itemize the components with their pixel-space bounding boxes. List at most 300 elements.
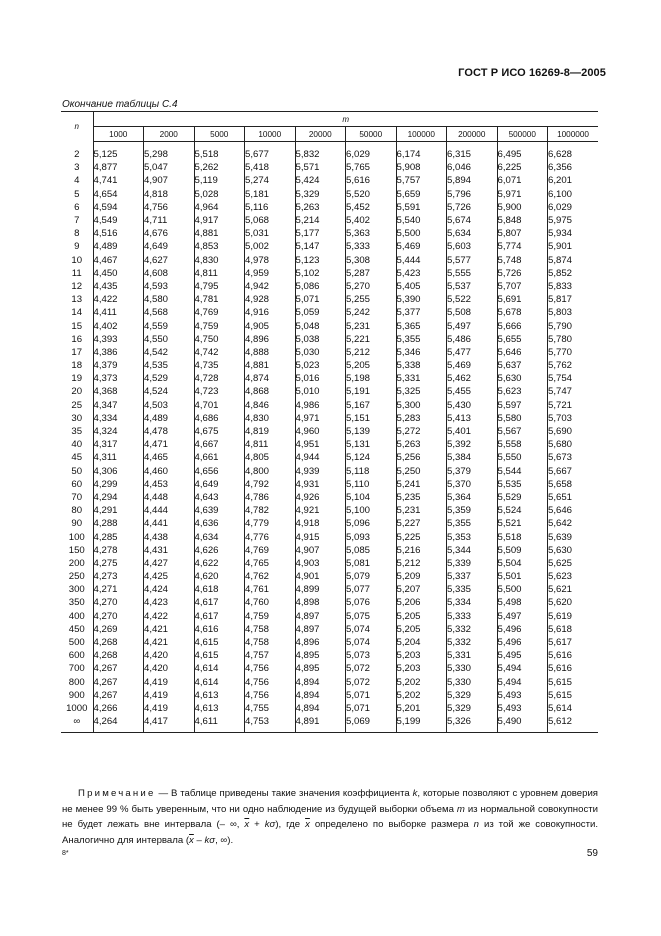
coefficient-cell: 5,339 xyxy=(447,557,498,570)
coefficient-cell: 4,467 xyxy=(93,254,118,266)
coefficient-cell: 4,676 xyxy=(144,227,195,240)
table-row xyxy=(61,227,598,240)
m-value-header: 2000 xyxy=(144,127,195,142)
coefficient-cell: 4,781 xyxy=(194,293,245,306)
coefficient-cell: 5,002 xyxy=(245,240,296,253)
row-n-value: 800 xyxy=(61,676,93,689)
coefficient-cell: 5,623 xyxy=(548,570,599,583)
coefficient-cell: 4,270 xyxy=(93,610,118,622)
coefficient-cell: 5,333 xyxy=(447,610,498,623)
coefficient-cell: 4,271 xyxy=(93,584,118,596)
coefficient-cell: 5,330 xyxy=(447,662,498,675)
coefficient-cell: 5,332 xyxy=(447,623,498,636)
coefficient-cell: 5,198 xyxy=(346,372,397,385)
table-row xyxy=(61,491,598,504)
coefficient-cell: 5,370 xyxy=(447,478,498,491)
coefficient-cell: 4,907 xyxy=(295,544,346,557)
coefficient-cell: 5,680 xyxy=(548,438,599,451)
coefficient-cell: 5,455 xyxy=(447,385,498,398)
coefficient-cell: 4,649 xyxy=(144,240,195,253)
coefficient-cell: 4,750 xyxy=(194,333,245,346)
coefficient-cell: 4,643 xyxy=(194,491,245,504)
coefficient-cell: 5,331 xyxy=(447,649,498,662)
coefficient-cell: 5,353 xyxy=(447,530,498,543)
coefficient-cell: 4,894 xyxy=(295,689,346,702)
coefficient-cell: 5,205 xyxy=(396,610,447,623)
table-row xyxy=(61,662,598,675)
coefficient-cell: 4,942 xyxy=(245,280,296,293)
coefficient-cell: 4,905 xyxy=(245,319,296,332)
coefficient-cell: 5,430 xyxy=(447,399,498,412)
coefficient-cell: 4,450 xyxy=(93,267,118,279)
coefficient-cell: 5,255 xyxy=(346,293,397,306)
coefficient-cell: 5,690 xyxy=(548,425,599,438)
coefficient-cell: 5,023 xyxy=(295,359,346,372)
row-n-value: 40 xyxy=(61,438,93,451)
coefficient-cell: 5,900 xyxy=(497,201,548,214)
coefficient-cell: 5,205 xyxy=(396,623,447,636)
coefficient-cell: 4,921 xyxy=(295,504,346,517)
coefficient-cell: 5,059 xyxy=(295,306,346,319)
coefficient-cell: 5,494 xyxy=(497,676,548,689)
coefficient-cell: 5,333 xyxy=(346,240,397,253)
coefficient-cell: 4,613 xyxy=(194,702,245,715)
coefficient-cell: 4,896 xyxy=(245,333,296,346)
table-row xyxy=(61,517,598,530)
table-row xyxy=(61,240,598,253)
coefficient-cell: 5,674 xyxy=(447,214,498,227)
coefficient-cell: 4,620 xyxy=(194,570,245,583)
coefficient-cell: 5,346 xyxy=(396,346,447,359)
coefficient-cell: 4,626 xyxy=(194,544,245,557)
m-value-header: 200000 xyxy=(447,127,498,142)
table-row xyxy=(61,689,598,702)
coefficient-cell: 5,615 xyxy=(548,689,599,702)
coefficient-cell: 5,603 xyxy=(447,240,498,253)
coefficient-cell: 4,393 xyxy=(93,333,118,345)
coefficient-cell: 5,677 xyxy=(245,148,296,161)
coefficient-cell: 5,073 xyxy=(346,649,397,662)
coefficient-cell: 4,471 xyxy=(144,438,195,451)
coefficient-cell: 5,577 xyxy=(447,254,498,267)
coefficient-cell: 4,960 xyxy=(295,425,346,438)
coefficient-cell: 4,618 xyxy=(194,583,245,596)
table-row xyxy=(61,385,598,398)
coefficient-cell: 4,431 xyxy=(144,544,195,557)
coefficient-cell: 5,212 xyxy=(346,346,397,359)
row-n-value: 10 xyxy=(61,254,93,267)
coefficient-cell: 5,227 xyxy=(396,517,447,530)
coefficient-cell: 5,497 xyxy=(497,610,548,623)
coefficient-cell: 5,102 xyxy=(295,267,346,280)
coefficient-cell: 6,071 xyxy=(497,174,548,187)
coefficient-cell: 4,811 xyxy=(245,438,296,451)
coefficient-cell: 5,242 xyxy=(346,306,397,319)
coefficient-cell: 4,347 xyxy=(93,399,118,411)
coefficient-cell: 6,225 xyxy=(497,161,548,174)
coefficient-cell: 6,201 xyxy=(548,174,599,187)
coefficient-cell: 4,503 xyxy=(144,399,195,412)
coefficient-cell: 5,642 xyxy=(548,517,599,530)
coefficient-cell: 4,622 xyxy=(194,557,245,570)
coefficient-cell: 4,656 xyxy=(194,465,245,478)
row-n-value: ∞ xyxy=(61,715,93,728)
coefficient-cell: 5,085 xyxy=(346,544,397,557)
coefficient-cell: 5,365 xyxy=(396,319,447,332)
coefficient-cell: 5,093 xyxy=(346,530,397,543)
coefficient-cell: 5,402 xyxy=(346,214,397,227)
coefficient-cell: 4,306 xyxy=(93,465,118,477)
row-n-value: 3 xyxy=(61,161,93,174)
coefficient-cell: 4,268 xyxy=(93,637,118,649)
coefficient-cell: 5,616 xyxy=(548,649,599,662)
coefficient-cell: 4,419 xyxy=(144,689,195,702)
table-row xyxy=(61,425,598,438)
coefficient-cell: 5,619 xyxy=(548,610,599,623)
note-text-1: — В таблице приведены такие значения коэффициента xyxy=(155,788,413,799)
coefficient-cell: 5,790 xyxy=(548,319,599,332)
coefficient-cell: 5,726 xyxy=(497,267,548,280)
coefficient-cell: 5,424 xyxy=(295,174,346,187)
coefficient-cell: 5,518 xyxy=(497,530,548,543)
coefficient-cell: 5,330 xyxy=(447,676,498,689)
coefficient-cell: 4,819 xyxy=(245,425,296,438)
coefficient-cell: 5,651 xyxy=(548,491,599,504)
coefficient-cell: 4,846 xyxy=(245,399,296,412)
coefficient-cell: 5,081 xyxy=(346,557,397,570)
coefficient-cell: 4,986 xyxy=(295,399,346,412)
coefficient-cell: 4,894 xyxy=(295,702,346,715)
coefficient-cell: 4,800 xyxy=(245,465,296,478)
coefficient-cell: 4,971 xyxy=(295,412,346,425)
coefficient-cell: 5,807 xyxy=(497,227,548,240)
coefficient-cell: 5,308 xyxy=(346,254,397,267)
coefficient-cell: 4,897 xyxy=(295,623,346,636)
m-value-header: 5000 xyxy=(194,127,245,142)
coefficient-cell: 4,273 xyxy=(93,571,118,583)
coefficient-cell: 5,493 xyxy=(497,702,548,715)
coefficient-cell: 4,759 xyxy=(245,610,296,623)
coefficient-cell: 4,959 xyxy=(245,267,296,280)
coefficient-cell: 5,203 xyxy=(396,649,447,662)
coefficient-cell: 4,675 xyxy=(194,425,245,438)
coefficient-cell: 6,628 xyxy=(548,148,599,161)
coefficient-cell: 5,256 xyxy=(396,451,447,464)
coefficient-cell: 4,267 xyxy=(93,689,118,701)
coefficient-cell: 5,667 xyxy=(548,465,599,478)
coefficient-cell: 4,616 xyxy=(194,623,245,636)
coefficient-cell: 4,881 xyxy=(194,227,245,240)
coefficient-cell: 4,453 xyxy=(144,478,195,491)
row-n-value: 25 xyxy=(61,399,93,412)
coefficient-cell: 4,417 xyxy=(144,715,195,728)
coefficient-cell: 4,615 xyxy=(194,636,245,649)
coefficient-cell: 4,614 xyxy=(194,676,245,689)
table-note xyxy=(62,786,598,848)
note-xbar-3: $\overline{x}$ xyxy=(189,834,194,846)
row-n-value: 80 xyxy=(61,504,93,517)
coefficient-cell: 4,926 xyxy=(295,491,346,504)
coefficient-cell: 5,423 xyxy=(396,267,447,280)
coefficient-cell: 5,646 xyxy=(497,346,548,359)
coefficient-cell: 5,100 xyxy=(346,504,397,517)
coefficient-cell: 5,298 xyxy=(144,148,195,161)
coefficient-cell: 5,625 xyxy=(548,557,599,570)
row-n-value: 700 xyxy=(61,662,93,675)
coefficient-cell: 5,817 xyxy=(548,293,599,306)
coefficient-cell: 5,263 xyxy=(295,201,346,214)
coefficient-cell: 5,010 xyxy=(295,385,346,398)
coefficient-cell: 5,181 xyxy=(245,188,296,201)
coefficient-cell: 4,424 xyxy=(144,583,195,596)
coefficient-cell: 4,267 xyxy=(93,676,118,688)
m-value-header: 10000 xyxy=(245,127,296,142)
row-n-value: 16 xyxy=(61,333,93,346)
coefficient-cell: 4,324 xyxy=(93,426,118,438)
coefficient-cell: 5,544 xyxy=(497,465,548,478)
coefficient-cell: 4,759 xyxy=(194,319,245,332)
coefficient-cell: 6,495 xyxy=(497,148,548,161)
coefficient-cell: 5,116 xyxy=(245,201,296,214)
coefficient-cell: 4,758 xyxy=(245,636,296,649)
coefficient-cell: 4,611 xyxy=(194,715,245,728)
coefficient-cell: 4,425 xyxy=(144,570,195,583)
row-n-value: 18 xyxy=(61,359,93,372)
coefficient-cell: 5,216 xyxy=(396,544,447,557)
coefficient-cell: 4,421 xyxy=(144,623,195,636)
row-n-value: 4 xyxy=(61,174,93,187)
coefficient-cell: 4,756 xyxy=(245,689,296,702)
coefficient-cell: 5,202 xyxy=(396,676,447,689)
coefficient-cell: 5,832 xyxy=(295,148,346,161)
m-value-header: 50000 xyxy=(346,127,397,142)
coefficient-cell: 4,636 xyxy=(194,517,245,530)
coefficient-cell: 5,780 xyxy=(548,333,599,346)
row-n-value: 60 xyxy=(61,478,93,491)
coefficient-cell: 5,762 xyxy=(548,359,599,372)
coefficient-cell: 5,498 xyxy=(497,596,548,609)
coefficient-cell: 5,235 xyxy=(396,491,447,504)
row-n-value: 8 xyxy=(61,227,93,240)
m-column-group-header: m xyxy=(93,112,598,127)
coefficient-cell: 4,427 xyxy=(144,557,195,570)
table-row xyxy=(61,570,598,583)
coefficient-cell: 4,542 xyxy=(144,346,195,359)
table-row xyxy=(61,412,598,425)
coefficient-cell: 4,939 xyxy=(295,465,346,478)
coefficient-cell: 4,516 xyxy=(93,228,118,240)
row-n-value: 300 xyxy=(61,583,93,596)
table-row xyxy=(61,649,598,662)
coefficient-cell: 4,373 xyxy=(93,373,118,385)
row-n-value: 35 xyxy=(61,425,93,438)
table-row xyxy=(61,596,598,609)
coefficient-cell: 5,329 xyxy=(295,188,346,201)
note-n: n xyxy=(473,819,480,830)
coefficient-cell: 5,262 xyxy=(194,161,245,174)
coefficient-cell: 4,742 xyxy=(194,346,245,359)
coefficient-cell: 5,384 xyxy=(447,451,498,464)
coefficient-cell: 5,803 xyxy=(548,306,599,319)
m-values-header-row xyxy=(61,127,598,142)
coefficient-cell: 5,540 xyxy=(396,214,447,227)
coefficient-cell: 4,617 xyxy=(194,596,245,609)
coefficient-cell: 5,201 xyxy=(396,702,447,715)
coefficient-cell: 5,191 xyxy=(346,385,397,398)
n-column-header: n xyxy=(61,112,93,142)
coefficient-cell: 5,497 xyxy=(447,319,498,332)
coefficient-cell: 4,649 xyxy=(194,478,245,491)
coefficient-cell: 5,077 xyxy=(346,583,397,596)
coefficient-cell: 4,524 xyxy=(144,385,195,398)
coefficient-cell: 5,125 xyxy=(93,149,118,161)
row-n-value: 20 xyxy=(61,385,93,398)
coefficient-cell: 5,535 xyxy=(497,478,548,491)
coefficient-cell: 5,494 xyxy=(497,662,548,675)
coefficient-cell: 4,419 xyxy=(144,676,195,689)
coefficient-cell: 4,535 xyxy=(144,359,195,372)
coefficient-cell: 5,726 xyxy=(447,201,498,214)
coefficient-cell: 4,805 xyxy=(245,451,296,464)
coefficient-cell: 4,435 xyxy=(93,280,118,292)
coefficient-cell: 4,420 xyxy=(144,649,195,662)
coefficient-cell: 5,031 xyxy=(245,227,296,240)
coefficient-cell: 5,666 xyxy=(497,319,548,332)
coefficient-cell: 5,241 xyxy=(396,478,447,491)
coefficient-cell: 4,593 xyxy=(144,280,195,293)
coefficient-cell: 5,757 xyxy=(396,174,447,187)
coefficient-cell: 4,898 xyxy=(295,596,346,609)
coefficient-cell: 5,418 xyxy=(245,161,296,174)
coefficient-cell: 5,401 xyxy=(447,425,498,438)
coefficient-cell: 5,209 xyxy=(396,570,447,583)
coefficient-cell: 5,504 xyxy=(497,557,548,570)
coefficient-cell: 5,069 xyxy=(346,715,397,728)
coefficient-cell: 4,386 xyxy=(93,346,118,358)
coefficient-cell: 4,667 xyxy=(194,438,245,451)
coefficient-cell: 5,522 xyxy=(447,293,498,306)
coefficient-cell: 4,444 xyxy=(144,504,195,517)
coefficient-cell: 5,110 xyxy=(346,478,397,491)
row-n-value: 400 xyxy=(61,610,93,623)
table-row xyxy=(61,319,598,332)
coefficient-cell: 4,285 xyxy=(93,531,118,543)
coefficient-cell: 4,438 xyxy=(144,530,195,543)
coefficient-cell: 5,270 xyxy=(346,280,397,293)
coefficient-cell: 5,272 xyxy=(396,425,447,438)
coefficient-cell: 4,756 xyxy=(245,676,296,689)
coefficient-cell: 5,355 xyxy=(396,333,447,346)
row-n-value: 14 xyxy=(61,306,93,319)
table-row xyxy=(61,188,598,201)
coefficient-cell: 4,916 xyxy=(245,306,296,319)
coefficient-cell: 4,299 xyxy=(93,478,118,490)
coefficient-cell: 5,329 xyxy=(447,702,498,715)
coefficient-cell: 4,760 xyxy=(245,596,296,609)
coefficient-cell: 4,765 xyxy=(245,557,296,570)
coefficient-cell: 4,634 xyxy=(194,530,245,543)
coefficient-cell: 5,221 xyxy=(346,333,397,346)
coefficient-cell: 4,661 xyxy=(194,451,245,464)
coefficient-cell: 4,978 xyxy=(245,254,296,267)
note-text-4: + xyxy=(249,819,265,830)
coefficient-cell: 4,701 xyxy=(194,399,245,412)
coefficient-cell: 5,618 xyxy=(548,623,599,636)
coefficient-cell: 4,422 xyxy=(144,610,195,623)
coefficient-cell: 4,756 xyxy=(144,201,195,214)
coefficient-cell: 5,630 xyxy=(497,372,548,385)
note-text-5: ), где xyxy=(275,819,306,830)
row-n-value: 500 xyxy=(61,636,93,649)
row-n-value: 7 xyxy=(61,214,93,227)
coefficient-cell: 4,275 xyxy=(93,557,118,569)
row-n-value: 2 xyxy=(61,148,93,161)
coefficient-cell: 5,639 xyxy=(548,530,599,543)
coefficient-cell: 4,278 xyxy=(93,544,118,556)
coefficient-cell: 4,757 xyxy=(245,649,296,662)
coefficient-cell: 4,529 xyxy=(144,372,195,385)
coefficient-cell: 5,075 xyxy=(346,610,397,623)
row-n-value: 70 xyxy=(61,491,93,504)
coefficient-cell: 5,490 xyxy=(497,715,548,728)
coefficient-cell: 5,071 xyxy=(346,689,397,702)
coefficient-cell: 5,072 xyxy=(346,676,397,689)
coefficient-cell: 5,655 xyxy=(497,333,548,346)
coefficient-cell: 5,338 xyxy=(396,359,447,372)
coefficient-cell: 5,202 xyxy=(396,689,447,702)
coefficient-cell: 5,344 xyxy=(447,544,498,557)
coefficient-cell: 5,147 xyxy=(295,240,346,253)
row-n-value: 200 xyxy=(61,557,93,570)
coefficient-cell: 6,174 xyxy=(396,148,447,161)
row-n-value: 50 xyxy=(61,465,93,478)
coefficient-cell: 5,874 xyxy=(548,254,599,267)
coefficient-cell: 5,833 xyxy=(548,280,599,293)
coefficient-cell: 5,673 xyxy=(548,451,599,464)
coefficient-cell: 5,555 xyxy=(447,267,498,280)
coefficient-cell: 5,597 xyxy=(497,399,548,412)
table-row xyxy=(61,583,598,596)
coefficient-cell: 4,756 xyxy=(245,662,296,675)
coefficient-cell: 5,016 xyxy=(295,372,346,385)
coefficient-cell: 5,500 xyxy=(396,227,447,240)
coefficient-cell: 4,928 xyxy=(245,293,296,306)
coefficient-cell: 5,908 xyxy=(396,161,447,174)
coefficient-cell: 4,686 xyxy=(194,412,245,425)
coefficient-cell: 5,231 xyxy=(346,319,397,332)
coefficient-cell: 5,509 xyxy=(497,544,548,557)
coefficient-cell: 5,707 xyxy=(497,280,548,293)
coefficient-cell: 6,356 xyxy=(548,161,599,174)
coefficient-cell: 5,616 xyxy=(346,174,397,187)
table-caption: Окончание таблицы С.4 xyxy=(62,99,178,110)
m-value-header: 1000000 xyxy=(548,127,599,142)
coefficient-cell: 5,123 xyxy=(295,254,346,267)
coefficient-cell: 5,518 xyxy=(194,148,245,161)
coefficient-cell: 4,782 xyxy=(245,504,296,517)
row-n-value: 30 xyxy=(61,412,93,425)
coefficient-cell: 5,658 xyxy=(548,478,599,491)
coefficient-cell: 5,852 xyxy=(548,267,599,280)
coefficient-cell: 4,270 xyxy=(93,597,118,609)
coefficient-cell: 5,612 xyxy=(548,715,599,728)
row-n-value: 1000 xyxy=(61,702,93,715)
coefficient-cell: 5,500 xyxy=(497,583,548,596)
coefficient-cell: 5,848 xyxy=(497,214,548,227)
coefficient-cell: 4,779 xyxy=(245,517,296,530)
coefficient-cell: 5,048 xyxy=(295,319,346,332)
table-row xyxy=(61,333,598,346)
